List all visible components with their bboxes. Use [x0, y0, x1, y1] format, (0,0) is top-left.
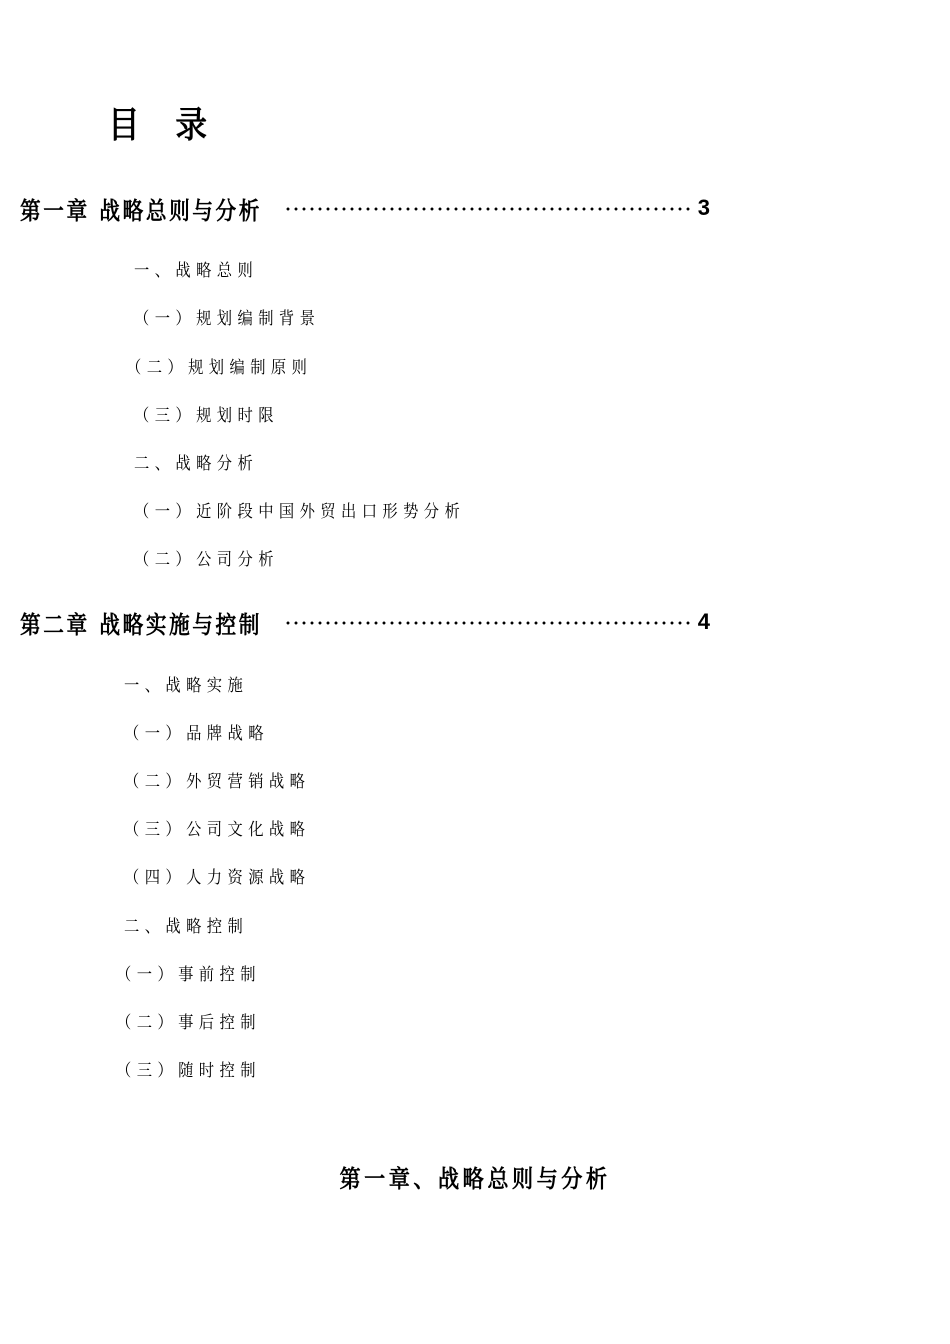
toc-item[interactable]: 二、战略控制	[124, 917, 249, 937]
toc-item[interactable]: （一）近阶段中国外贸出口形势分析	[134, 502, 466, 522]
toc-item[interactable]: （二）公司分析	[134, 550, 279, 570]
toc-item[interactable]: （四）人力资源战略	[124, 868, 311, 888]
section-heading-text: 第一章、战略总则与分析	[339, 1165, 611, 1193]
toc-dot-leader	[284, 621, 692, 625]
toc-item[interactable]: （二）规划编制原则	[126, 358, 313, 378]
toc-item[interactable]: （三）公司文化战略	[124, 820, 311, 840]
toc-page-number: 3	[697, 195, 710, 220]
toc-item[interactable]: （一）规划编制背景	[134, 309, 321, 329]
section-heading	[0, 1162, 950, 1196]
toc-page-number: 4	[697, 609, 710, 634]
toc-item[interactable]: （三）随时控制	[116, 1061, 261, 1081]
toc-item[interactable]: 一、战略总则	[134, 261, 259, 281]
toc-item[interactable]: 二、战略分析	[134, 454, 259, 474]
toc-item[interactable]: （二）事后控制	[116, 1013, 261, 1033]
toc-chapter-title: 第一章 战略总则与分析	[20, 196, 262, 225]
toc-item[interactable]: （二）外贸营销战略	[124, 772, 311, 792]
toc-chapter-2[interactable]	[20, 605, 710, 639]
toc-item[interactable]: 一、战略实施	[124, 676, 249, 696]
toc-item[interactable]: （一）品牌战略	[124, 724, 269, 744]
toc-dot-leader	[284, 207, 692, 211]
toc-item[interactable]: （三）规划时限	[134, 406, 279, 426]
toc-chapter-title: 第二章 战略实施与控制	[20, 610, 262, 639]
toc-chapter-1[interactable]	[20, 191, 710, 225]
page-title: 目 录	[108, 105, 220, 146]
toc-item[interactable]: （一）事前控制	[116, 965, 261, 985]
